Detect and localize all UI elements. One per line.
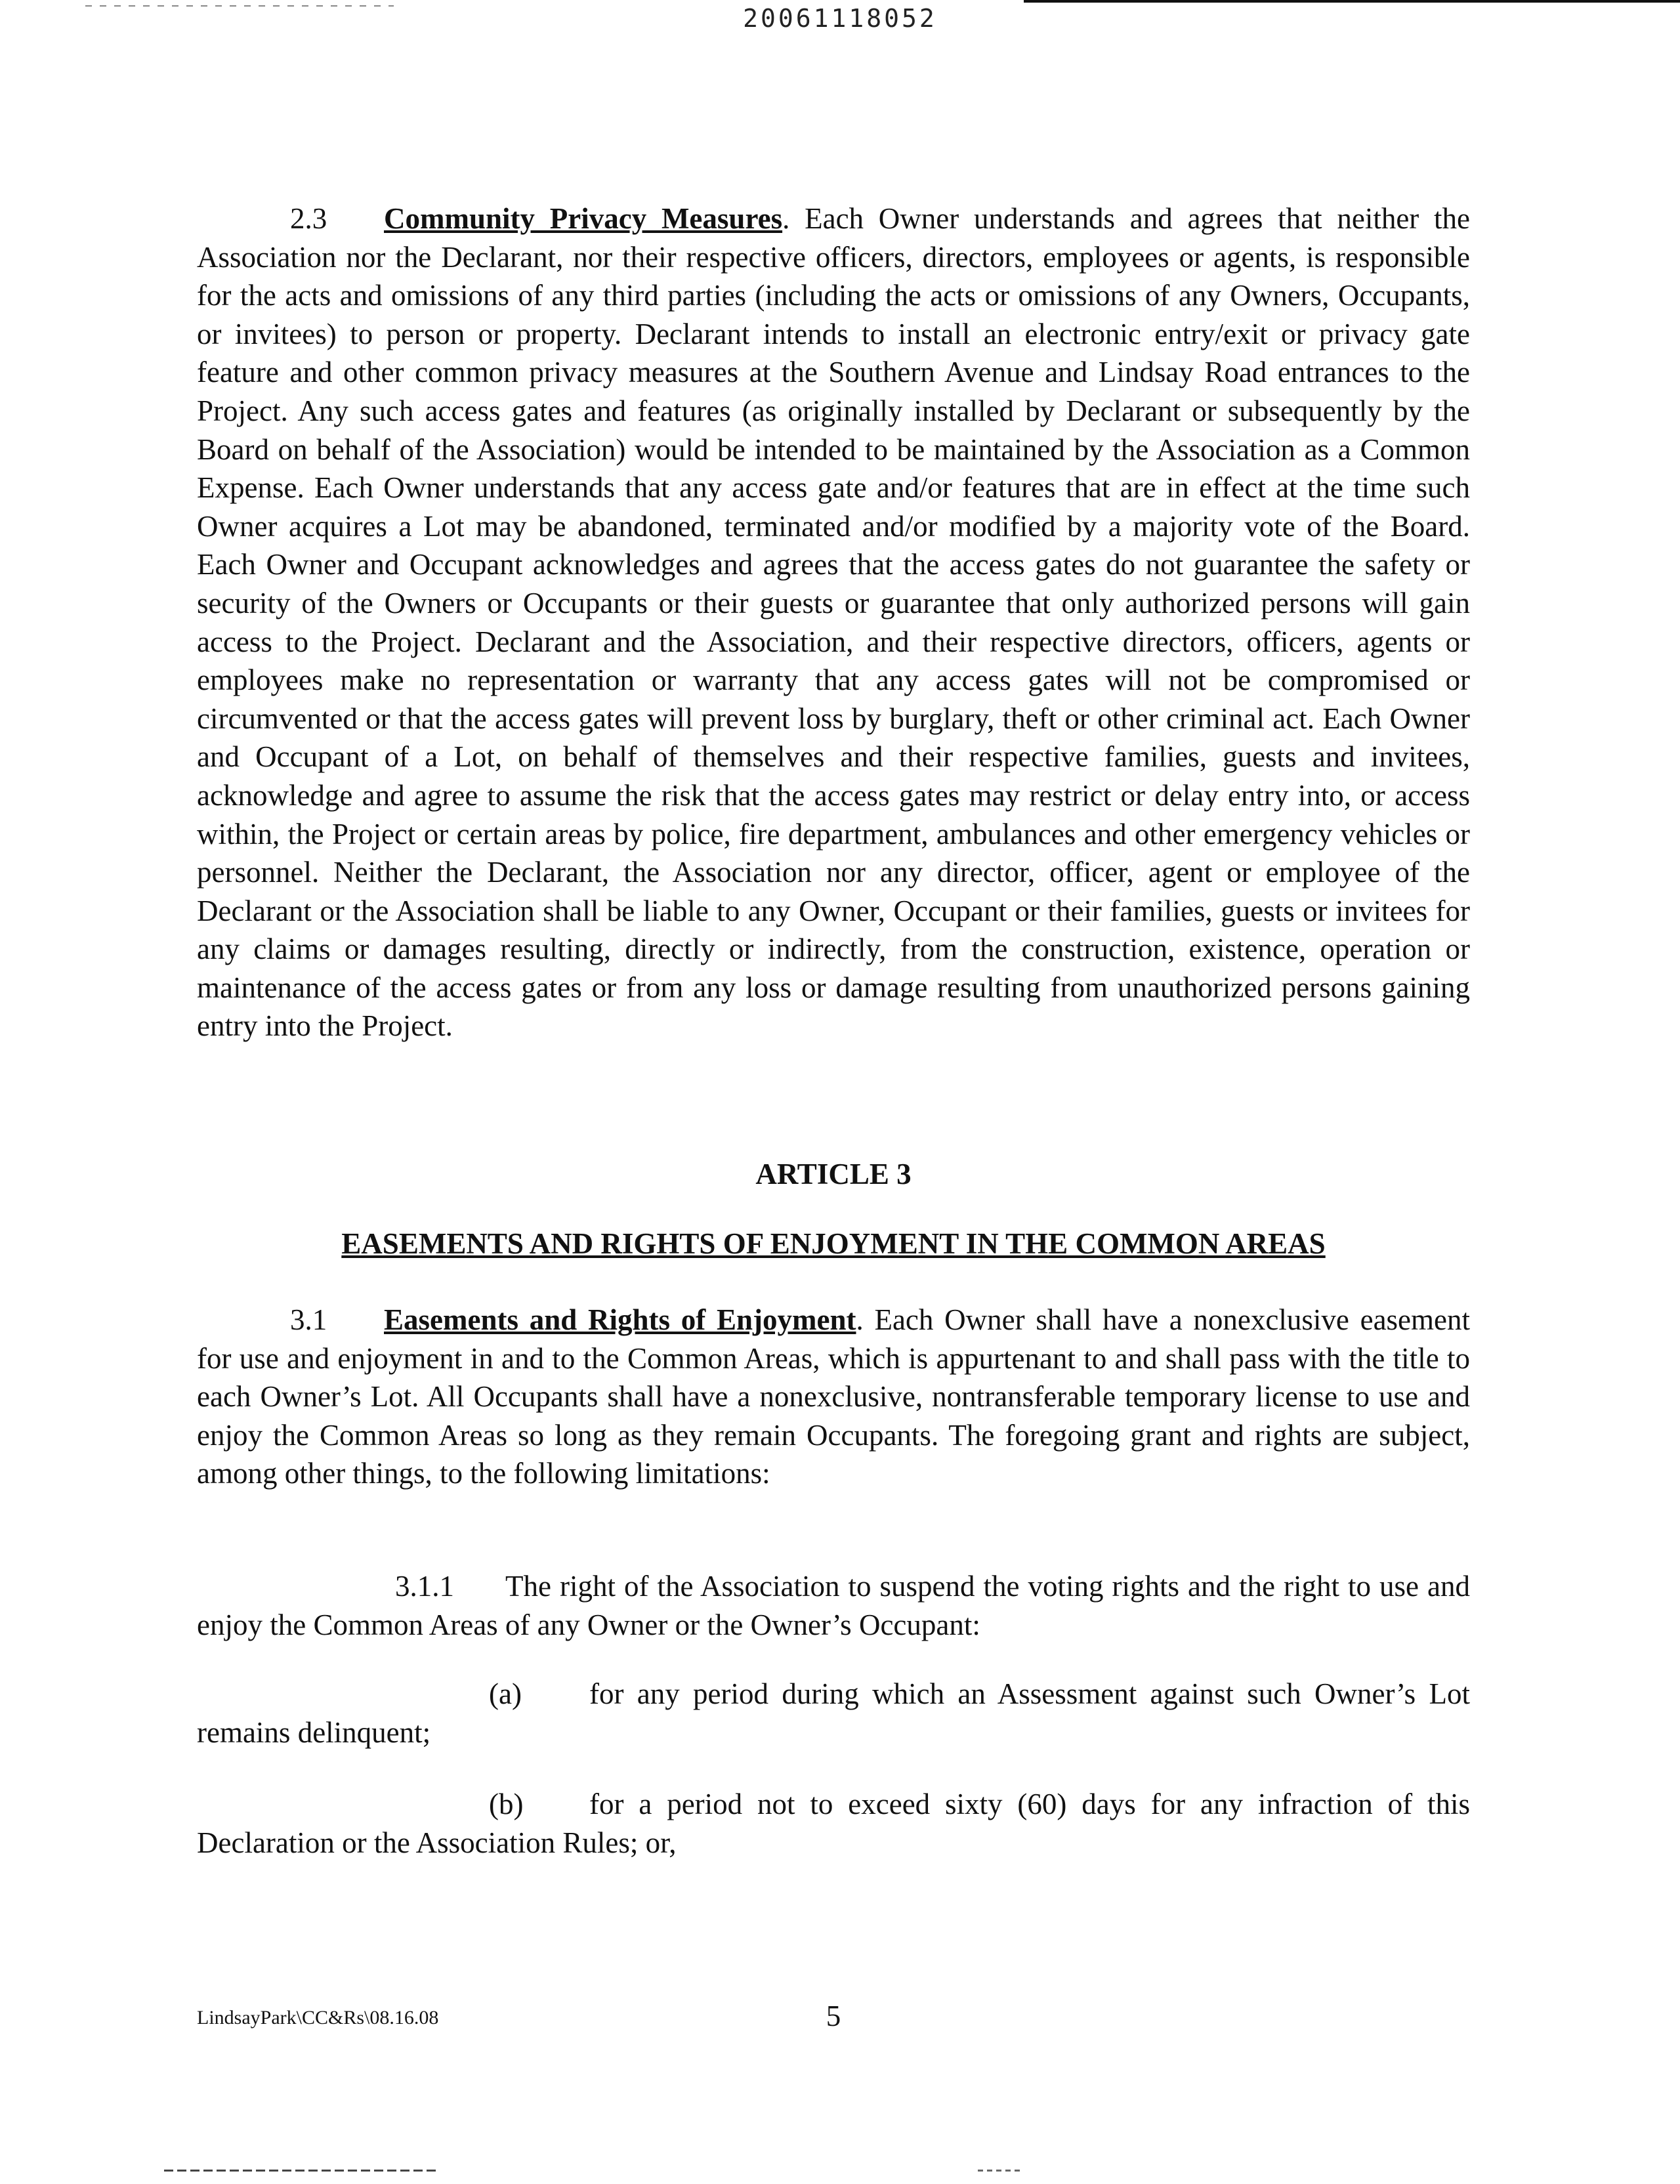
section-3-1-title: Easements and Rights of Enjoyment [384, 1303, 856, 1336]
item-a-text: for any period during which an Assessment against such Owner’s Lot remains delinquent; [197, 1677, 1470, 1749]
item-b-label: (b) [489, 1788, 524, 1820]
section-3-1-1-text: The right of the Association to suspend the voting rights and the right to use and enjoy the Common Areas of any Owner or the Owner’s Occupant: [197, 1570, 1470, 1641]
article-label: ARTICLE 3 [755, 1158, 912, 1190]
section-3-1-number: 3.1 [290, 1303, 327, 1336]
section-2-3-title: Community Privacy Measures [384, 202, 783, 235]
section-2-3-text: Each Owner understands and agrees that neither the Association nor the Declarant, nor their respective officers, directors, employees or agents, is responsible for the acts and omissions of any third parties (including the acts or omissions of any Owners, Occupants, or invitees) to person or property. Declarant intends to install an electronic entry/exit or privacy gate feature and other common privacy measures at the Southern Avenue and Lindsay Road entrances to the Project. Any such access gates and features (as originally installed by Declarant or subsequently by the Board on behalf of the Association) would be intended to be maintained by the Association as a Common Expense. Each Owner understands that any access gate and/or features that are in effect at the time such Owner acquires a Lot may be abandoned, terminated and/or modified by a majority vote of the Board. Each Owner and Occupant acknowledges and agrees that the access gates do not guarantee the safety or security of the Owners or Occupants or their guests or guarantee that only authorized persons will gain access to the Project. Declarant and the Association, and their respective directors, officers, agents or employees make no representation or warranty that any access gates will not be compromised or circumvented or that the access gates will prevent loss by burglary, theft or other criminal act. Each Owner and Occupant of a Lot, on behalf of themselves and their respective families, guests and invitees, acknowledge and agree to assume the risk that the access gates may restrict or delay entry into, or access within, the Project or certain areas by police, fire department, ambulances and other emergency vehicles or personnel. Neither the Declarant, the Association nor any director, officer, agent or employee of the Declarant or the Association shall be liable to any Owner, Occupant or their families, guests or invitees for any claims or damages resulting, directly or indirectly, from the construction, existence, operation or maintenance of the access gates or from any loss or damage resulting from unauthorized persons gaining entry into the Project. [197, 202, 1471, 1043]
section-3-1-title-punct: . [856, 1303, 864, 1336]
item-a-label: (a) [489, 1677, 522, 1710]
section-3-1-1-paragraph [197, 1567, 1470, 1644]
section-2-3-paragraph [197, 200, 1470, 1045]
article-title: EASEMENTS AND RIGHTS OF ENJOYMENT IN THE COMMON AREAS [341, 1227, 1326, 1260]
scan-artifact-bottom-left [164, 2170, 440, 2172]
recording-number: 20061118052 [743, 4, 937, 33]
item-b-paragraph [197, 1785, 1470, 1862]
footer-document-id: LindsayPark\CC&Rs\08.16.08 [197, 2007, 439, 2028]
section-2-3-number: 2.3 [290, 202, 327, 235]
section-3-1-text: Each Owner shall have a nonexclusive easement for use and enjoyment in and to the Common Areas, which is appurtenant to and shall pass with the title to each Owner’s Lot. All Occupants shall have a nonexclusive, nontransferable temporary license to use and enjoy the Common Areas so long as they remain Occupants. The foregoing grant and rights are subject, among other things, to the following limitations: [197, 1303, 1471, 1490]
scan-artifact-bottom-right [978, 2170, 1024, 2172]
page-number: 5 [826, 2000, 841, 2032]
section-2-3-title-punct: . [782, 202, 790, 235]
top-edge-rule [1024, 0, 1680, 3]
section-3-1-paragraph [197, 1301, 1470, 1493]
section-3-1-1-number: 3.1.1 [395, 1570, 454, 1603]
item-a-paragraph [197, 1675, 1470, 1752]
item-b-text: for a period not to exceed sixty (60) days for any infraction of this Declaration or the Association Rules; or, [197, 1788, 1470, 1859]
